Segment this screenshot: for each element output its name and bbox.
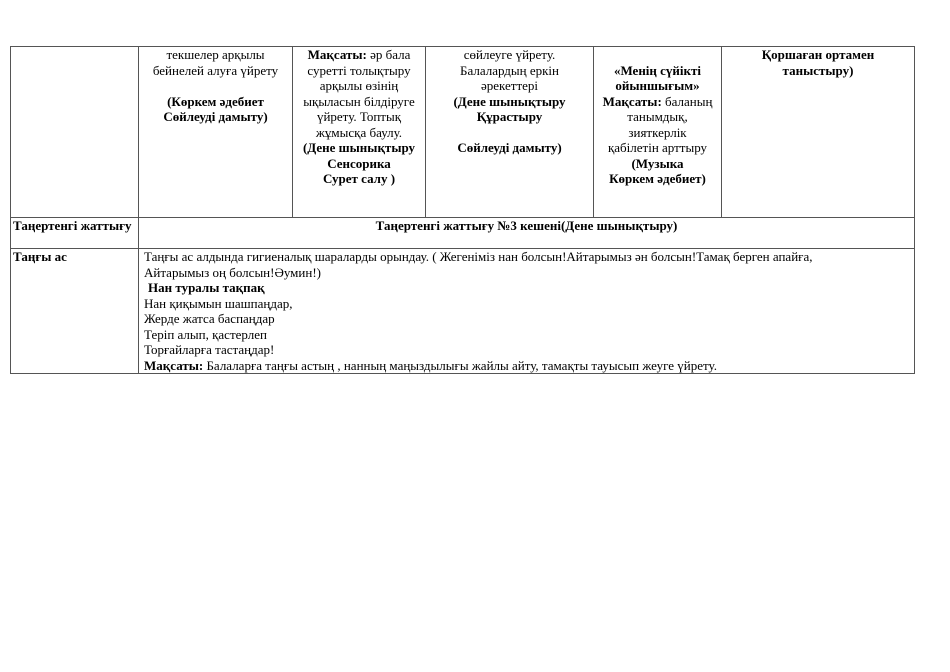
poem-line: Теріп алып, қастерлеп	[144, 326, 267, 342]
poem-line: Жерде жатса баспаңдар	[144, 311, 275, 326]
activity-cell-2	[293, 47, 426, 218]
text-line: текшелер арқылы	[166, 47, 265, 62]
subject-line: Қоршаған ортамен	[761, 47, 875, 62]
poem-line: Нан қиқымын шашпаңдар,	[144, 295, 293, 311]
goal-text: Балаларға таңғы астың , нанның маңыздылығы жайлы айту, тамақты тауысып жеуге үйрету.	[203, 357, 717, 373]
subject-line: Сөйлеуді дамыту)	[457, 140, 562, 155]
row-label-cell-empty	[11, 47, 139, 218]
morning-exercise-content: Таңертенгі жаттығу №3 кешені(Дене шынықтыру)	[139, 218, 915, 249]
goal-text: әр бала	[366, 47, 411, 62]
goal-label: Мақсаты:	[144, 357, 204, 373]
activity-cell-5	[722, 47, 915, 218]
activities-row	[11, 47, 915, 218]
text-line: әрекеттері	[480, 78, 539, 93]
subject-line: (Көркем әдебиет	[167, 93, 264, 109]
activity-cell-1	[139, 47, 293, 218]
text-line: қабілетін арттыру	[607, 140, 708, 155]
morning-exercise-row	[11, 218, 915, 249]
text-line: Балалардың еркін	[459, 62, 560, 78]
goal-label: Мақсаты:	[307, 47, 367, 62]
text-line: Таңғы ас алдында гигиеналық шараларды орындау. ( Жегеніміз нан болсын!Айтарымыз ән болсын!Тамақ берген апайға,	[144, 249, 813, 264]
poem-title: Нан туралы тақпақ	[148, 280, 265, 295]
subject-line: Сенсорика	[327, 155, 391, 171]
subject-line: Көркем әдебиет)	[609, 171, 706, 186]
subject-line: таныстыру)	[782, 62, 854, 78]
text-line: ықыласын білдіруге	[303, 93, 415, 109]
subject-line: (Дене шынықтыру	[302, 140, 416, 155]
text-line: сөйлеуге үйрету.	[463, 47, 556, 62]
goal-label: Мақсаты:	[602, 93, 662, 109]
text-line: зияткерлік	[628, 124, 687, 140]
subject-line: (Музыка	[631, 155, 684, 171]
activity-cell-4	[594, 47, 722, 218]
activity-cell-3	[426, 47, 594, 218]
text-line: арқылы өзінің	[319, 78, 399, 93]
poem-line: Торғайларға тастаңдар!	[144, 342, 275, 357]
text-line: Айтарымыз оң болсын!Әумин!)	[144, 264, 321, 280]
row-label: Таңғы ас	[11, 249, 139, 374]
text-line: суретті толықтыру	[307, 62, 411, 78]
text-line: бейнелей алуға үйрету	[152, 62, 279, 78]
goal-text: баланың	[661, 93, 713, 109]
subject-line: Сөйлеуді дамыту)	[163, 109, 268, 124]
subject-line: Құрастыру	[476, 109, 543, 124]
text-line: жұмысқа баулу.	[315, 124, 403, 140]
plan-table	[10, 46, 915, 374]
subject-line: Сурет салу )	[322, 171, 396, 186]
row-label: Таңертенгі жаттығу	[11, 218, 139, 249]
game-title: «Менің сүйікті	[613, 62, 702, 78]
text-line: танымдық,	[627, 109, 688, 124]
breakfast-content	[139, 249, 915, 374]
breakfast-row	[11, 249, 915, 374]
game-title: ойыншығым»	[615, 78, 700, 93]
subject-line: (Дене шынықтыру	[453, 93, 566, 109]
text-line: үйрету. Топтық	[316, 109, 402, 124]
